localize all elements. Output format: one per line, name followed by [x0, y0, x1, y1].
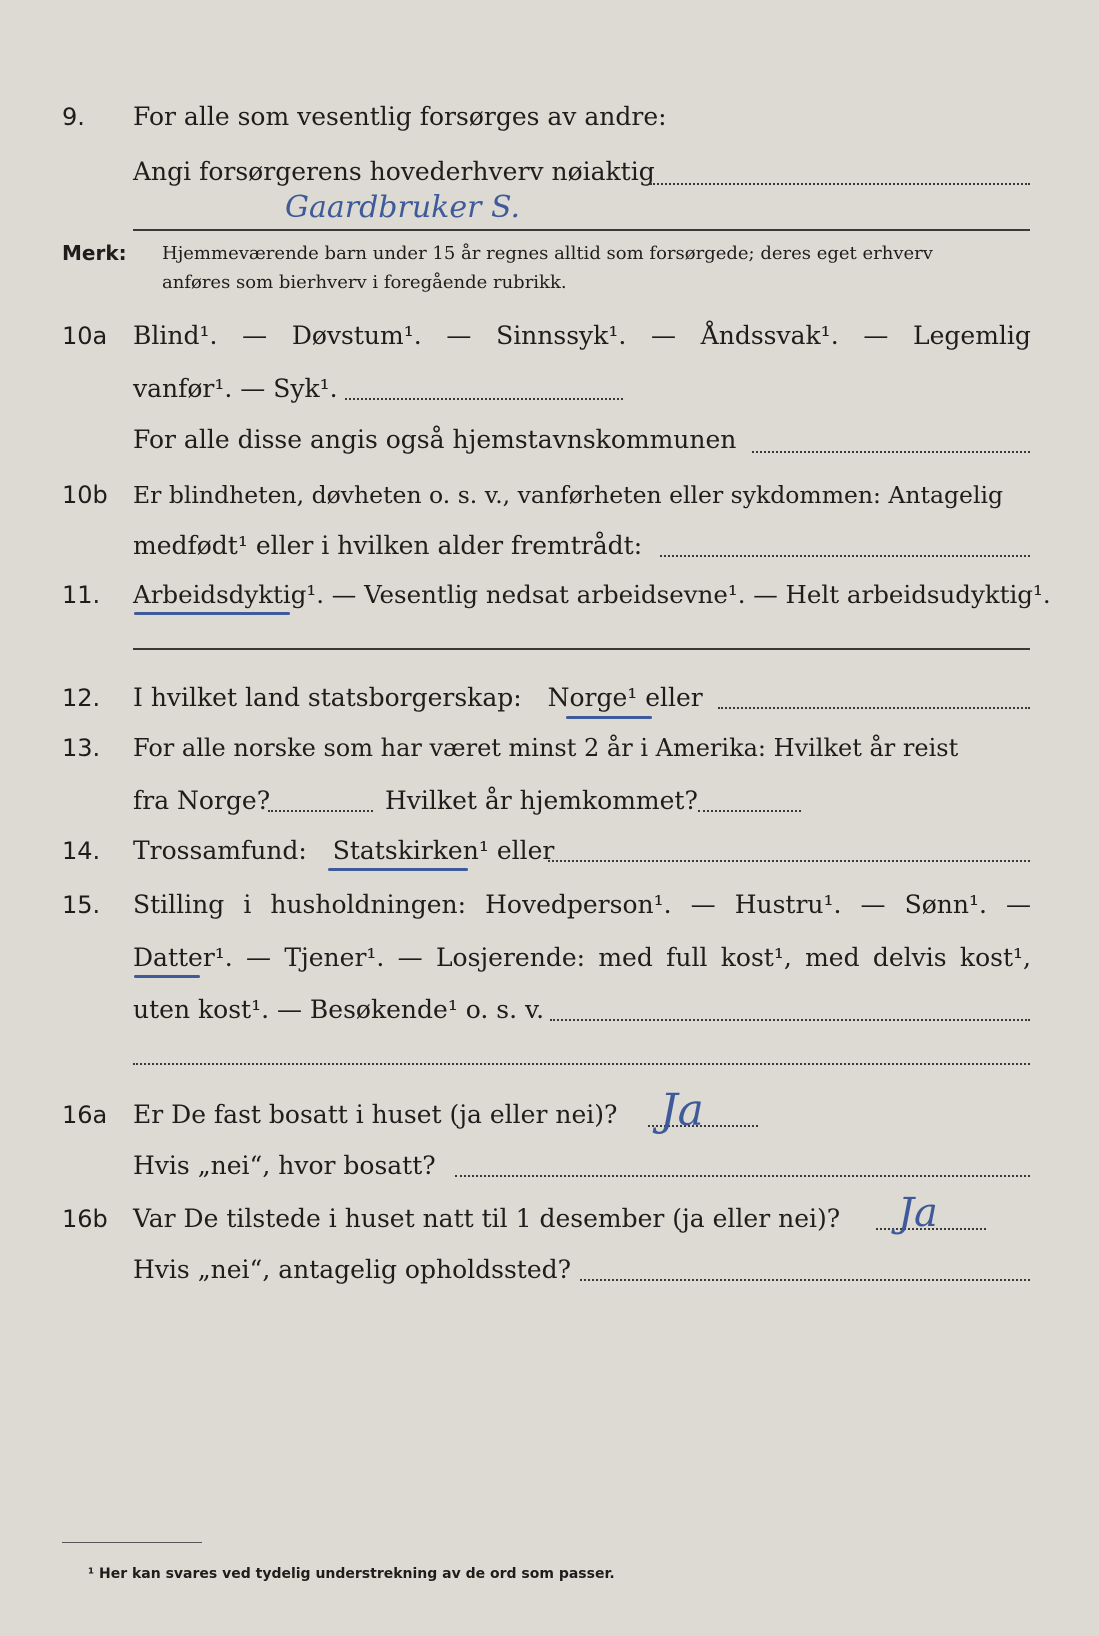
q15-word: full: [666, 943, 708, 972]
q10a-syk-fill[interactable]: [345, 398, 623, 400]
q15-word: delvis: [872, 943, 947, 972]
q11-handwritten-underline: [134, 612, 290, 615]
q12-label: I hvilket land statsborgerskap:: [133, 683, 522, 712]
q12-fill[interactable]: [718, 707, 1030, 709]
q15-option[interactable]: kost¹,: [959, 943, 1031, 972]
merk-text-1: Hjemmeværende barn under 15 år regnes alltid som forsørgede; deres eget erhverv: [162, 243, 933, 264]
q15-option[interactable]: Hovedperson¹.: [485, 890, 672, 919]
footnote: ¹ Her kan svares ved tydelig understrekning av de ord som passer.: [88, 1566, 615, 1582]
q14-handwritten-underline: [328, 868, 468, 871]
q15-word: med: [598, 943, 653, 972]
q15-fill-2[interactable]: [133, 1063, 1030, 1065]
q9-number: 9.: [62, 103, 85, 131]
q13-number: 13.: [62, 734, 101, 762]
q10b-line-1: Er blindheten, døvheten o. s. v., vanførheten eller sykdommen: Antagelig: [133, 481, 1004, 509]
q10b-line-2: medfødt¹ eller i hvilken alder fremtrådt:: [133, 531, 643, 560]
merk-text-2: anføres som bierhverv i foregående rubrikk.: [162, 272, 567, 293]
q15-options-2: [133, 943, 1031, 973]
q14-label: Trossamfund:: [133, 836, 307, 865]
q13-line-2a: fra Norge?: [133, 786, 271, 815]
q15-option-datter[interactable]: Datter¹.: [133, 943, 233, 972]
q15-line-3[interactable]: uten kost¹. — Besøkende¹ o. s. v.: [133, 995, 545, 1024]
q13-reist-fill[interactable]: [268, 810, 373, 812]
q10a-dash: —: [650, 321, 676, 350]
q12-number: 12.: [62, 684, 101, 712]
q15-option[interactable]: Hustru¹.: [734, 890, 842, 919]
q15-dash: —: [1006, 890, 1031, 919]
q15-word: i: [243, 890, 252, 919]
q15-dash: —: [246, 943, 272, 972]
q10a-line-3: For alle disse angis også hjemstavnskommunen: [133, 425, 737, 454]
q16b-handwritten-answer: Ja: [898, 1190, 938, 1236]
q16b-line-2: Hvis „nei“, antagelig opholdssted?: [133, 1255, 572, 1284]
q15-word: med: [805, 943, 860, 972]
q15-number: 15.: [62, 891, 101, 919]
q10a-line-2: vanfør¹. — Syk¹.: [133, 374, 338, 403]
merk-label: Merk:: [62, 241, 127, 265]
q15-word: Losjerende:: [435, 943, 586, 972]
q14-question: [133, 836, 554, 866]
q16a-number: 16a: [62, 1101, 108, 1129]
q9-answer-line[interactable]: [133, 229, 1030, 231]
q10a-kommune-fill[interactable]: [752, 451, 1030, 453]
q10a-option[interactable]: Sinnssyk¹.: [496, 321, 627, 350]
q10a-option[interactable]: Legemlig: [913, 321, 1031, 350]
q16b-question: Var De tilstede i huset natt til 1 desember (ja eller nei)?: [133, 1204, 841, 1233]
footnote-rule: [62, 1542, 202, 1543]
q11-options[interactable]: Arbeidsdyktig¹. — Vesentlig nedsat arbeidsevne¹. — Helt arbeidsudyktig¹.: [133, 580, 1051, 609]
q12-handwritten-underline: [566, 716, 652, 719]
q12-tail: eller: [645, 683, 703, 712]
q16a-bosatt-fill[interactable]: [455, 1175, 1030, 1177]
q12-option-norge[interactable]: Norge¹: [547, 683, 638, 712]
q15-option[interactable]: Sønn¹.: [904, 890, 987, 919]
q9-fill-line[interactable]: [650, 183, 1030, 185]
q15-dash: —: [860, 890, 886, 919]
q13-hjemkommet-fill[interactable]: [698, 810, 801, 812]
q15-word: husholdningen:: [270, 890, 467, 919]
q10a-option[interactable]: Blind¹.: [133, 321, 218, 350]
q10a-option[interactable]: Døvstum¹.: [291, 321, 422, 350]
q10a-dash: —: [446, 321, 472, 350]
q10a-option[interactable]: Åndssvak¹.: [700, 321, 839, 350]
q9-question-2: Angi forsørgerens hovederhverv nøiaktig: [133, 157, 655, 186]
q10a-number: 10a: [62, 322, 108, 350]
q14-option-statskirken[interactable]: Statskirken¹: [332, 836, 489, 865]
q16a-line-2: Hvis „nei“, hvor bosatt?: [133, 1151, 436, 1180]
q9-question: For alle som vesentlig forsørges av andre:: [133, 102, 667, 131]
q15-options-1: [133, 890, 1031, 920]
q15-fill[interactable]: [550, 1019, 1030, 1021]
q16b-opholdssted-fill[interactable]: [580, 1279, 1030, 1281]
q15-handwritten-underline: [134, 975, 200, 978]
q12-question: [133, 683, 703, 713]
q15-option[interactable]: Tjener¹.: [284, 943, 385, 972]
q14-tail: eller: [496, 836, 555, 865]
q15-dash: —: [397, 943, 423, 972]
q15-option[interactable]: kost¹,: [720, 943, 792, 972]
q16b-number: 16b: [62, 1205, 108, 1233]
q10a-dash: —: [863, 321, 889, 350]
q10b-number: 10b: [62, 481, 108, 509]
q10b-fill[interactable]: [660, 555, 1030, 557]
q11-answer-line[interactable]: [133, 648, 1030, 650]
q11-number: 11.: [62, 581, 101, 609]
q16a-handwritten-answer: Ja: [660, 1085, 704, 1136]
q15-word: Stilling: [133, 890, 225, 919]
q16a-question: Er De fast bosatt i huset (ja eller nei)?: [133, 1100, 618, 1129]
q10a-options: [133, 321, 1031, 351]
q13-line-2b: Hvilket år hjemkommet?: [385, 786, 698, 815]
q14-number: 14.: [62, 837, 101, 865]
q9-handwritten-answer: Gaardbruker S.: [285, 190, 520, 225]
q10a-dash: —: [242, 321, 268, 350]
q15-dash: —: [690, 890, 716, 919]
q13-line-1: For alle norske som har været minst 2 år i Amerika: Hvilket år reist: [133, 734, 959, 762]
q14-fill[interactable]: [548, 860, 1030, 862]
